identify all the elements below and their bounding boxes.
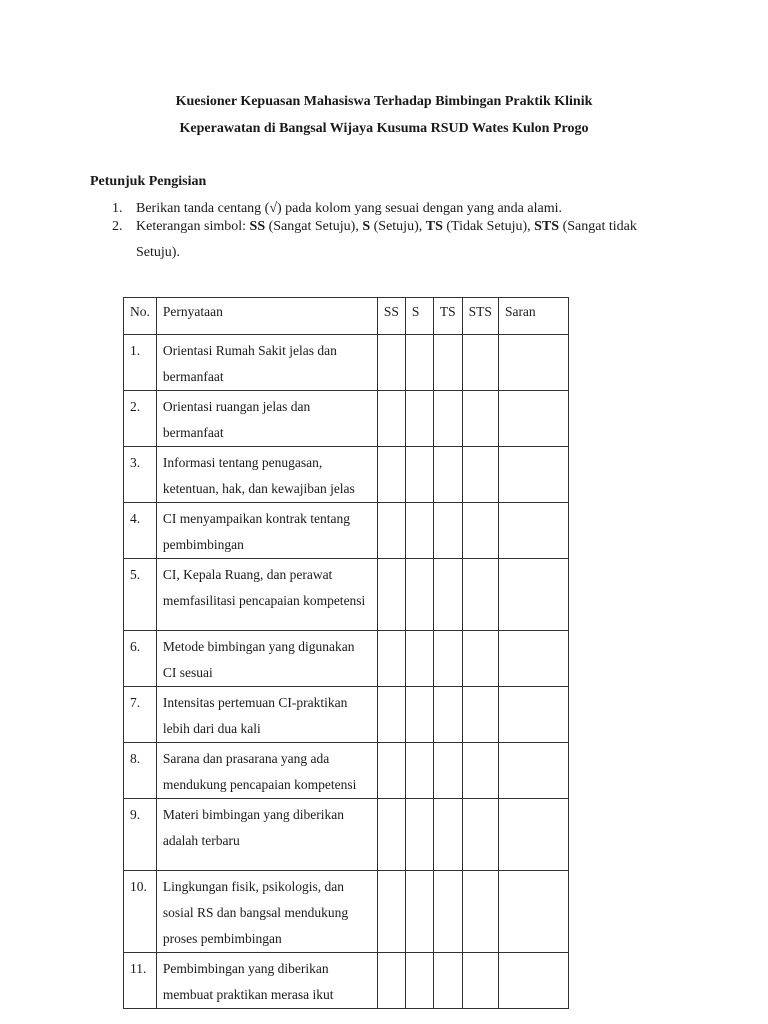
row-number: 7. xyxy=(124,687,157,743)
legend-sts-desc: (Sangat tidak xyxy=(559,219,637,234)
row-statement: Orientasi Rumah Sakit jelas dan bermanfaat xyxy=(156,335,377,391)
answer-cell-sts[interactable] xyxy=(462,871,498,953)
answer-cell-sts[interactable] xyxy=(462,799,498,871)
answer-cell-sts[interactable] xyxy=(462,687,498,743)
header-saran: Saran xyxy=(498,298,568,335)
answer-cell-sts[interactable] xyxy=(462,335,498,391)
row-statement: Sarana dan prasarana yang ada mendukung pencapaian kompetensi xyxy=(156,743,377,799)
header-s: S xyxy=(405,298,433,335)
row-statement: Lingkungan fisik, psikologis, dan sosial RS dan bangsal mendukung proses pembimbingan xyxy=(156,871,377,953)
table-row xyxy=(124,687,569,743)
answer-cell-ts[interactable] xyxy=(433,391,462,447)
answer-cell-saran[interactable] xyxy=(498,559,568,631)
table-header-row xyxy=(124,298,569,335)
table-row xyxy=(124,799,569,871)
row-statement: Materi bimbingan yang diberikan adalah terbaru xyxy=(156,799,377,871)
row-statement: CI, Kepala Ruang, dan perawat memfasilitasi pencapaian kompetensi xyxy=(156,559,377,631)
table-row xyxy=(124,391,569,447)
legend-ts-code: TS xyxy=(425,219,443,234)
table-row xyxy=(124,953,569,1009)
answer-cell-sts[interactable] xyxy=(462,559,498,631)
answer-cell-saran[interactable] xyxy=(498,799,568,871)
answer-cell-ss[interactable] xyxy=(377,503,405,559)
row-statement: Metode bimbingan yang digunakan CI sesuai xyxy=(156,631,377,687)
answer-cell-s[interactable] xyxy=(405,391,433,447)
row-statement: Informasi tentang penugasan, ketentuan, hak, dan kewajiban jelas xyxy=(156,447,377,503)
document-title-line2: Keperawatan di Bangsal Wijaya Kusuma RSUD Wates Kulon Progo xyxy=(179,121,589,136)
table-row xyxy=(124,871,569,953)
answer-cell-ss[interactable] xyxy=(377,871,405,953)
legend-ts-desc: (Tidak Setuju), xyxy=(442,219,535,234)
row-number: 2. xyxy=(124,391,157,447)
legend-ss-code: SS xyxy=(249,219,266,234)
legend-s-code: S xyxy=(362,219,371,234)
answer-cell-ss[interactable] xyxy=(377,391,405,447)
answer-cell-s[interactable] xyxy=(405,503,433,559)
legend-sts-code: STS xyxy=(534,219,560,234)
instruction-number: 1. xyxy=(112,201,123,216)
header-no: No. xyxy=(124,298,157,335)
answer-cell-saran[interactable] xyxy=(498,391,568,447)
legend-continuation: Setuju). xyxy=(136,245,180,260)
answer-cell-ss[interactable] xyxy=(377,447,405,503)
answer-cell-ss[interactable] xyxy=(377,799,405,871)
row-statement: Pembimbingan yang diberikan membuat praktikan merasa ikut xyxy=(156,953,377,1009)
instruction-number: 2. xyxy=(112,219,123,234)
table-row xyxy=(124,447,569,503)
row-number: 6. xyxy=(124,631,157,687)
answer-cell-ts[interactable] xyxy=(433,447,462,503)
row-number: 8. xyxy=(124,743,157,799)
answer-cell-saran[interactable] xyxy=(498,631,568,687)
answer-cell-saran[interactable] xyxy=(498,743,568,799)
answer-cell-sts[interactable] xyxy=(462,631,498,687)
header-ss: SS xyxy=(377,298,405,335)
answer-cell-s[interactable] xyxy=(405,799,433,871)
table-row xyxy=(124,503,569,559)
answer-cell-ss[interactable] xyxy=(377,687,405,743)
answer-cell-ts[interactable] xyxy=(433,503,462,559)
answer-cell-s[interactable] xyxy=(405,335,433,391)
answer-cell-sts[interactable] xyxy=(462,743,498,799)
legend-s-desc: (Setuju), xyxy=(370,219,426,234)
row-statement: Orientasi ruangan jelas dan bermanfaat xyxy=(156,391,377,447)
answer-cell-ts[interactable] xyxy=(433,799,462,871)
answer-cell-sts[interactable] xyxy=(462,391,498,447)
answer-cell-ss[interactable] xyxy=(377,953,405,1009)
answer-cell-ts[interactable] xyxy=(433,631,462,687)
legend-prefix: Keterangan simbol: xyxy=(136,219,250,234)
row-number: 1. xyxy=(124,335,157,391)
instruction-text xyxy=(136,219,637,234)
answer-cell-s[interactable] xyxy=(405,687,433,743)
table-row xyxy=(124,335,569,391)
instruction-text: Berikan tanda centang (√) pada kolom yang sesuai dengan yang anda alami. xyxy=(136,201,562,216)
answer-cell-ts[interactable] xyxy=(433,335,462,391)
answer-cell-ss[interactable] xyxy=(377,559,405,631)
row-statement: CI menyampaikan kontrak tentang pembimbingan xyxy=(156,503,377,559)
answer-cell-saran[interactable] xyxy=(498,687,568,743)
legend-ss-desc: (Sangat Setuju), xyxy=(265,219,363,234)
answer-cell-ts[interactable] xyxy=(433,559,462,631)
answer-cell-saran[interactable] xyxy=(498,871,568,953)
questionnaire-table xyxy=(123,297,569,1009)
answer-cell-ss[interactable] xyxy=(377,631,405,687)
answer-cell-sts[interactable] xyxy=(462,953,498,1009)
answer-cell-ts[interactable] xyxy=(433,953,462,1009)
table-row xyxy=(124,631,569,687)
answer-cell-ts[interactable] xyxy=(433,687,462,743)
instructions-heading: Petunjuk Pengisian xyxy=(90,174,207,189)
row-number: 3. xyxy=(124,447,157,503)
header-statement: Pernyataan xyxy=(156,298,377,335)
header-sts: STS xyxy=(462,298,498,335)
answer-cell-ts[interactable] xyxy=(433,743,462,799)
answer-cell-ts[interactable] xyxy=(433,871,462,953)
row-number: 9. xyxy=(124,799,157,871)
table-row xyxy=(124,743,569,799)
answer-cell-ss[interactable] xyxy=(377,743,405,799)
answer-cell-ss[interactable] xyxy=(377,335,405,391)
answer-cell-saran[interactable] xyxy=(498,335,568,391)
answer-cell-saran[interactable] xyxy=(498,447,568,503)
row-statement: Intensitas pertemuan CI-praktikan lebih dari dua kali xyxy=(156,687,377,743)
table-row xyxy=(124,559,569,631)
answer-cell-s[interactable] xyxy=(405,631,433,687)
answer-cell-saran[interactable] xyxy=(498,953,568,1009)
instruction-item-2 xyxy=(112,214,692,266)
row-number: 5. xyxy=(124,559,157,631)
answer-cell-s[interactable] xyxy=(405,871,433,953)
answer-cell-s[interactable] xyxy=(405,447,433,503)
answer-cell-sts[interactable] xyxy=(462,503,498,559)
row-number: 10. xyxy=(124,871,157,953)
answer-cell-s[interactable] xyxy=(405,743,433,799)
document-title-line1: Kuesioner Kepuasan Mahasiswa Terhadap Bimbingan Praktik Klinik xyxy=(175,94,593,109)
row-number: 4. xyxy=(124,503,157,559)
row-number: 11. xyxy=(124,953,157,1009)
header-ts: TS xyxy=(433,298,462,335)
answer-cell-s[interactable] xyxy=(405,559,433,631)
answer-cell-sts[interactable] xyxy=(462,447,498,503)
answer-cell-s[interactable] xyxy=(405,953,433,1009)
answer-cell-saran[interactable] xyxy=(498,503,568,559)
